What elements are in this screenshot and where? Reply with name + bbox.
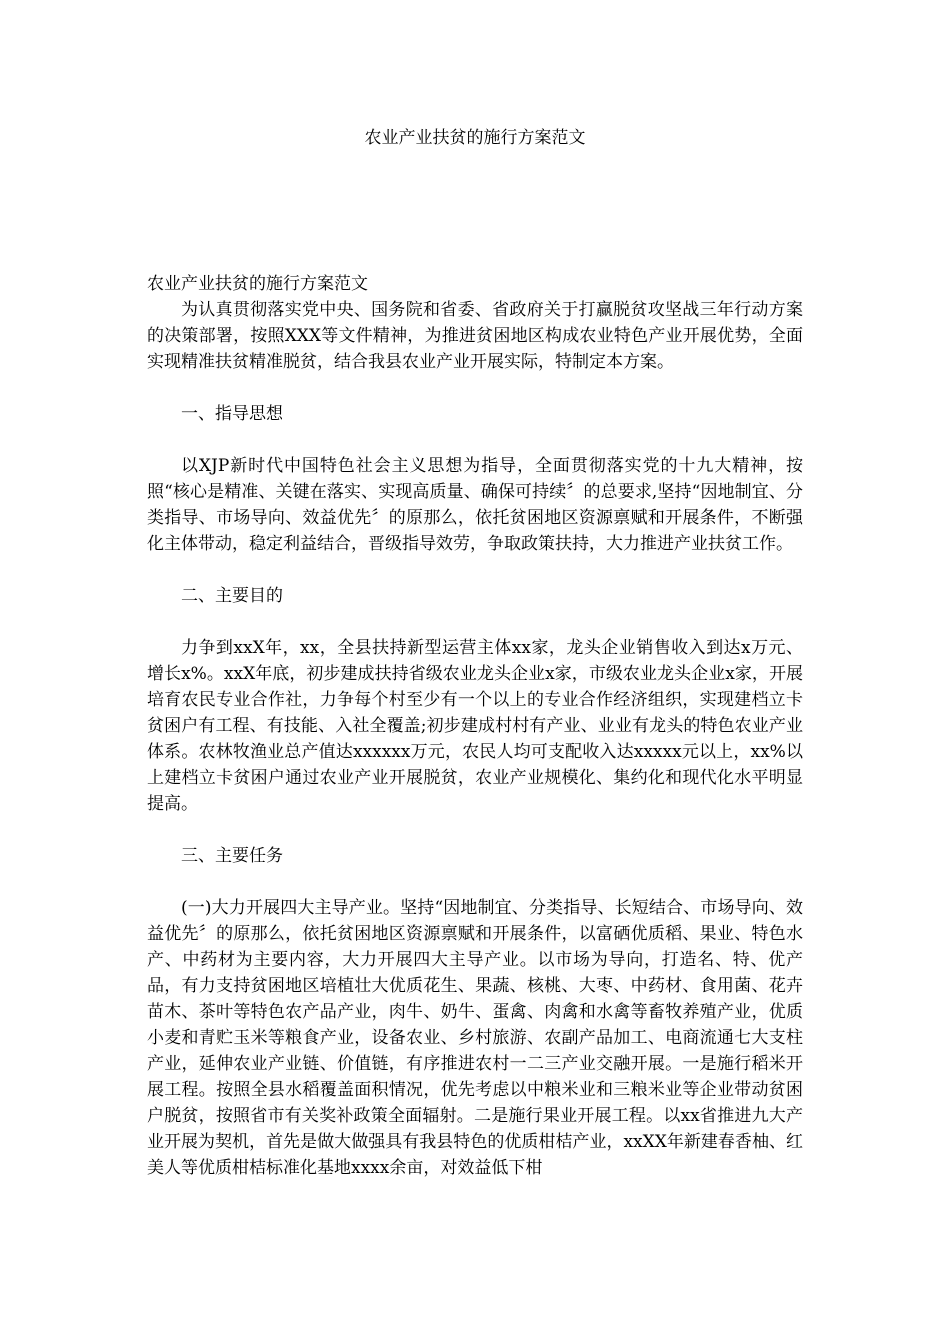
document-title: 农业产业扶贫的施行方案范文	[364, 128, 586, 148]
section-paragraph-guiding-ideology: 以XJP新时代中国特色社会主义思想为指导，全面贯彻落实党的十九大精神，按照“核心是精准、关键在落实、实现高质量、确保可持续〞的总要求,坚持“因地制宜、分类指导、市场导向、效益优先〞的原那么，依托贫困地区资源禀赋和开展条件，不断强化主体带动，稳定利益结合，晋级指导效劳，争取政策扶持，大力推进产业扶贫工作。	[147, 456, 803, 554]
intro-paragraph: 为认真贯彻落实党中央、国务院和省委、省政府关于打赢脱贫攻坚战三年行动方案的决策部署，按照XXX等文件精神，为推进贫困地区构成农业特色产业开展优势，全面实现精准扶贫精准脱贫，结合我县农业产业开展实际，特制定本方案。	[147, 300, 803, 372]
section-paragraph-main-tasks: (一)大力开展四大主导产业。坚持“因地制宜、分类指导、长短结合、市场导向、效益优先〞的原那么，依托贫困地区资源禀赋和开展条件，以富硒优质稻、果业、特色水产、中药材为主要内容，大力开展四大主导产业。以市场为导向，打造名、特、优产品，有力支持贫困地区培植壮大优质花生、果蔬、核桃、大枣、中药材、食用菌、花卉苗木、茶叶等特色农产品产业，肉牛、奶牛、蛋禽、肉禽和水禽等畜牧养殖产业，优质小麦和青贮玉米等粮食产业，设备农业、乡村旅游、农副产品加工、电商流通七大支柱产业，延伸农业产业链、价值链，有序推进农村一二三产业交融开展。一是施行稻米开展工程。按照全县水稻覆盖面积情况，优先考虑以中粮米业和三粮米业等企业带动贫困户脱贫，按照省市有关奖补政策全面辐射。二是施行果业开展工程。以xx省推进九大产业开展为契机，首先是做大做强具有我县特色的优质柑桔产业，xxXX年新建春香柚、红美人等优质柑桔标准化基地xxxx余亩，对效益低下柑	[147, 898, 803, 1178]
section-heading-main-tasks: 三、主要任务	[181, 846, 283, 866]
section-heading-guiding-ideology: 一、指导思想	[181, 404, 283, 424]
section-paragraph-main-goals: 力争到xxX年，xx，全县扶持新型运营主体xx家，龙头企业销售收入到达x万元、增长x%。xxX年底，初步建成扶持省级农业龙头企业x家，市级农业龙头企业x家，开展培育农民专业合作社，力争每个村至少有一个以上的专业合作经济组织，实现建档立卡贫困户有工程、有技能、入社全覆盖;初步建成村村有产业、业业有龙头的特色农业产业体系。农林牧渔业总产值达xxxxxx万元，农民人均可支配收入达xxxxx元以上，xx%以上建档立卡贫困户通过农业产业开展脱贫，农业产业规模化、集约化和现代化水平明显提高。	[147, 638, 803, 814]
document-body	[147, 271, 803, 1181]
document-subtitle: 农业产业扶贫的施行方案范文	[147, 274, 368, 294]
section-heading-main-goals: 二、主要目的	[181, 586, 283, 606]
